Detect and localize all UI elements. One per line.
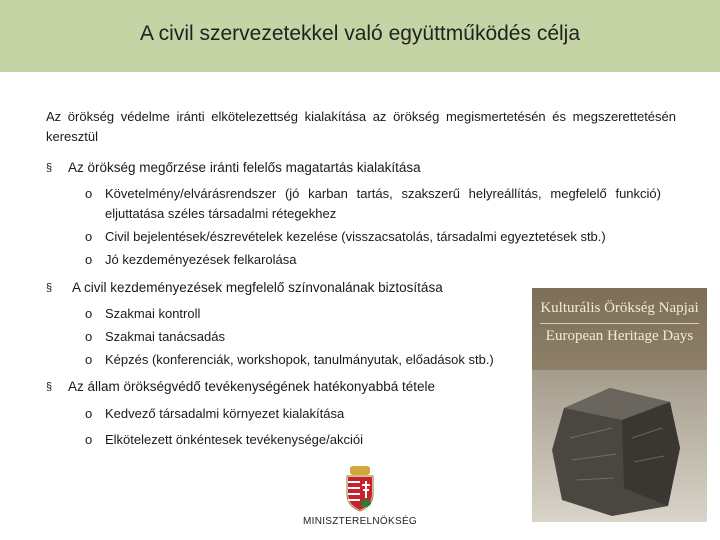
poster-title-hungarian: Kulturális Örökség Napjai — [540, 300, 699, 316]
list-item-text: Kedvező társadalmi környezet kialakítása — [105, 406, 345, 421]
list-item-text: Követelmény/elvárásrendszer (jó karban tartás, szakszerű helyreállítás, megfelelő funkció) eljuttatása széles társadalmi rétegekhez — [105, 186, 661, 221]
list-item-text: Szakmai kontroll — [105, 306, 201, 321]
sub-bullet-mark: o — [85, 329, 93, 344]
sub-bullet-mark: o — [85, 352, 93, 367]
hungarian-coat-of-arms-icon — [344, 466, 376, 512]
list-item-text: Elkötelezett önkéntesek tevékenysége/akciói — [105, 432, 363, 447]
list-item-text: Szakmai tanácsadás — [105, 329, 225, 344]
section-heading-text: A civil kezdeményezések megfelelő színvonalának biztosítása — [72, 280, 443, 295]
list-item-text: Civil bejelentések/észrevételek kezelése (visszacsatolás, társadalmi egyeztetések stb.) — [105, 229, 606, 244]
sub-bullet-mark: o — [85, 229, 93, 244]
poster-divider — [540, 323, 699, 324]
bullet-mark: § — [46, 381, 53, 393]
heritage-stone-icon — [552, 388, 687, 518]
intro-paragraph: Az örökség védelme iránti elkötelezettség kialakítása az örökség megismertetésén és megszerettetésén keresztül — [46, 109, 676, 144]
bullet-mark: § — [46, 162, 53, 174]
poster-title-english: European Heritage Days — [545, 328, 694, 344]
heritage-days-poster — [532, 288, 707, 522]
bullet-mark: § — [46, 282, 53, 294]
list-item-text: Képzés (konferenciák, workshopok, tanulmányutak, előadások stb.) — [105, 352, 494, 367]
section-heading-text: Az állam örökségvédő tevékenységének hatékonyabbá tétele — [68, 379, 435, 394]
slide-title: A civil szervezetekkel való együttműködés célja — [139, 22, 581, 45]
ministry-name: MINISZTERELNÖKSÉG — [302, 516, 417, 527]
list-item-text: Jó kezdeményezések felkarolása — [105, 252, 297, 267]
sub-bullet-mark: o — [85, 406, 93, 421]
sub-bullet-mark: o — [85, 306, 93, 321]
sub-bullet-mark: o — [85, 432, 93, 447]
sub-bullet-mark: o — [85, 186, 93, 201]
section-heading-text: Az örökség megőrzése iránti felelős magatartás kialakítása — [68, 160, 421, 175]
sub-bullet-mark: o — [85, 252, 93, 267]
